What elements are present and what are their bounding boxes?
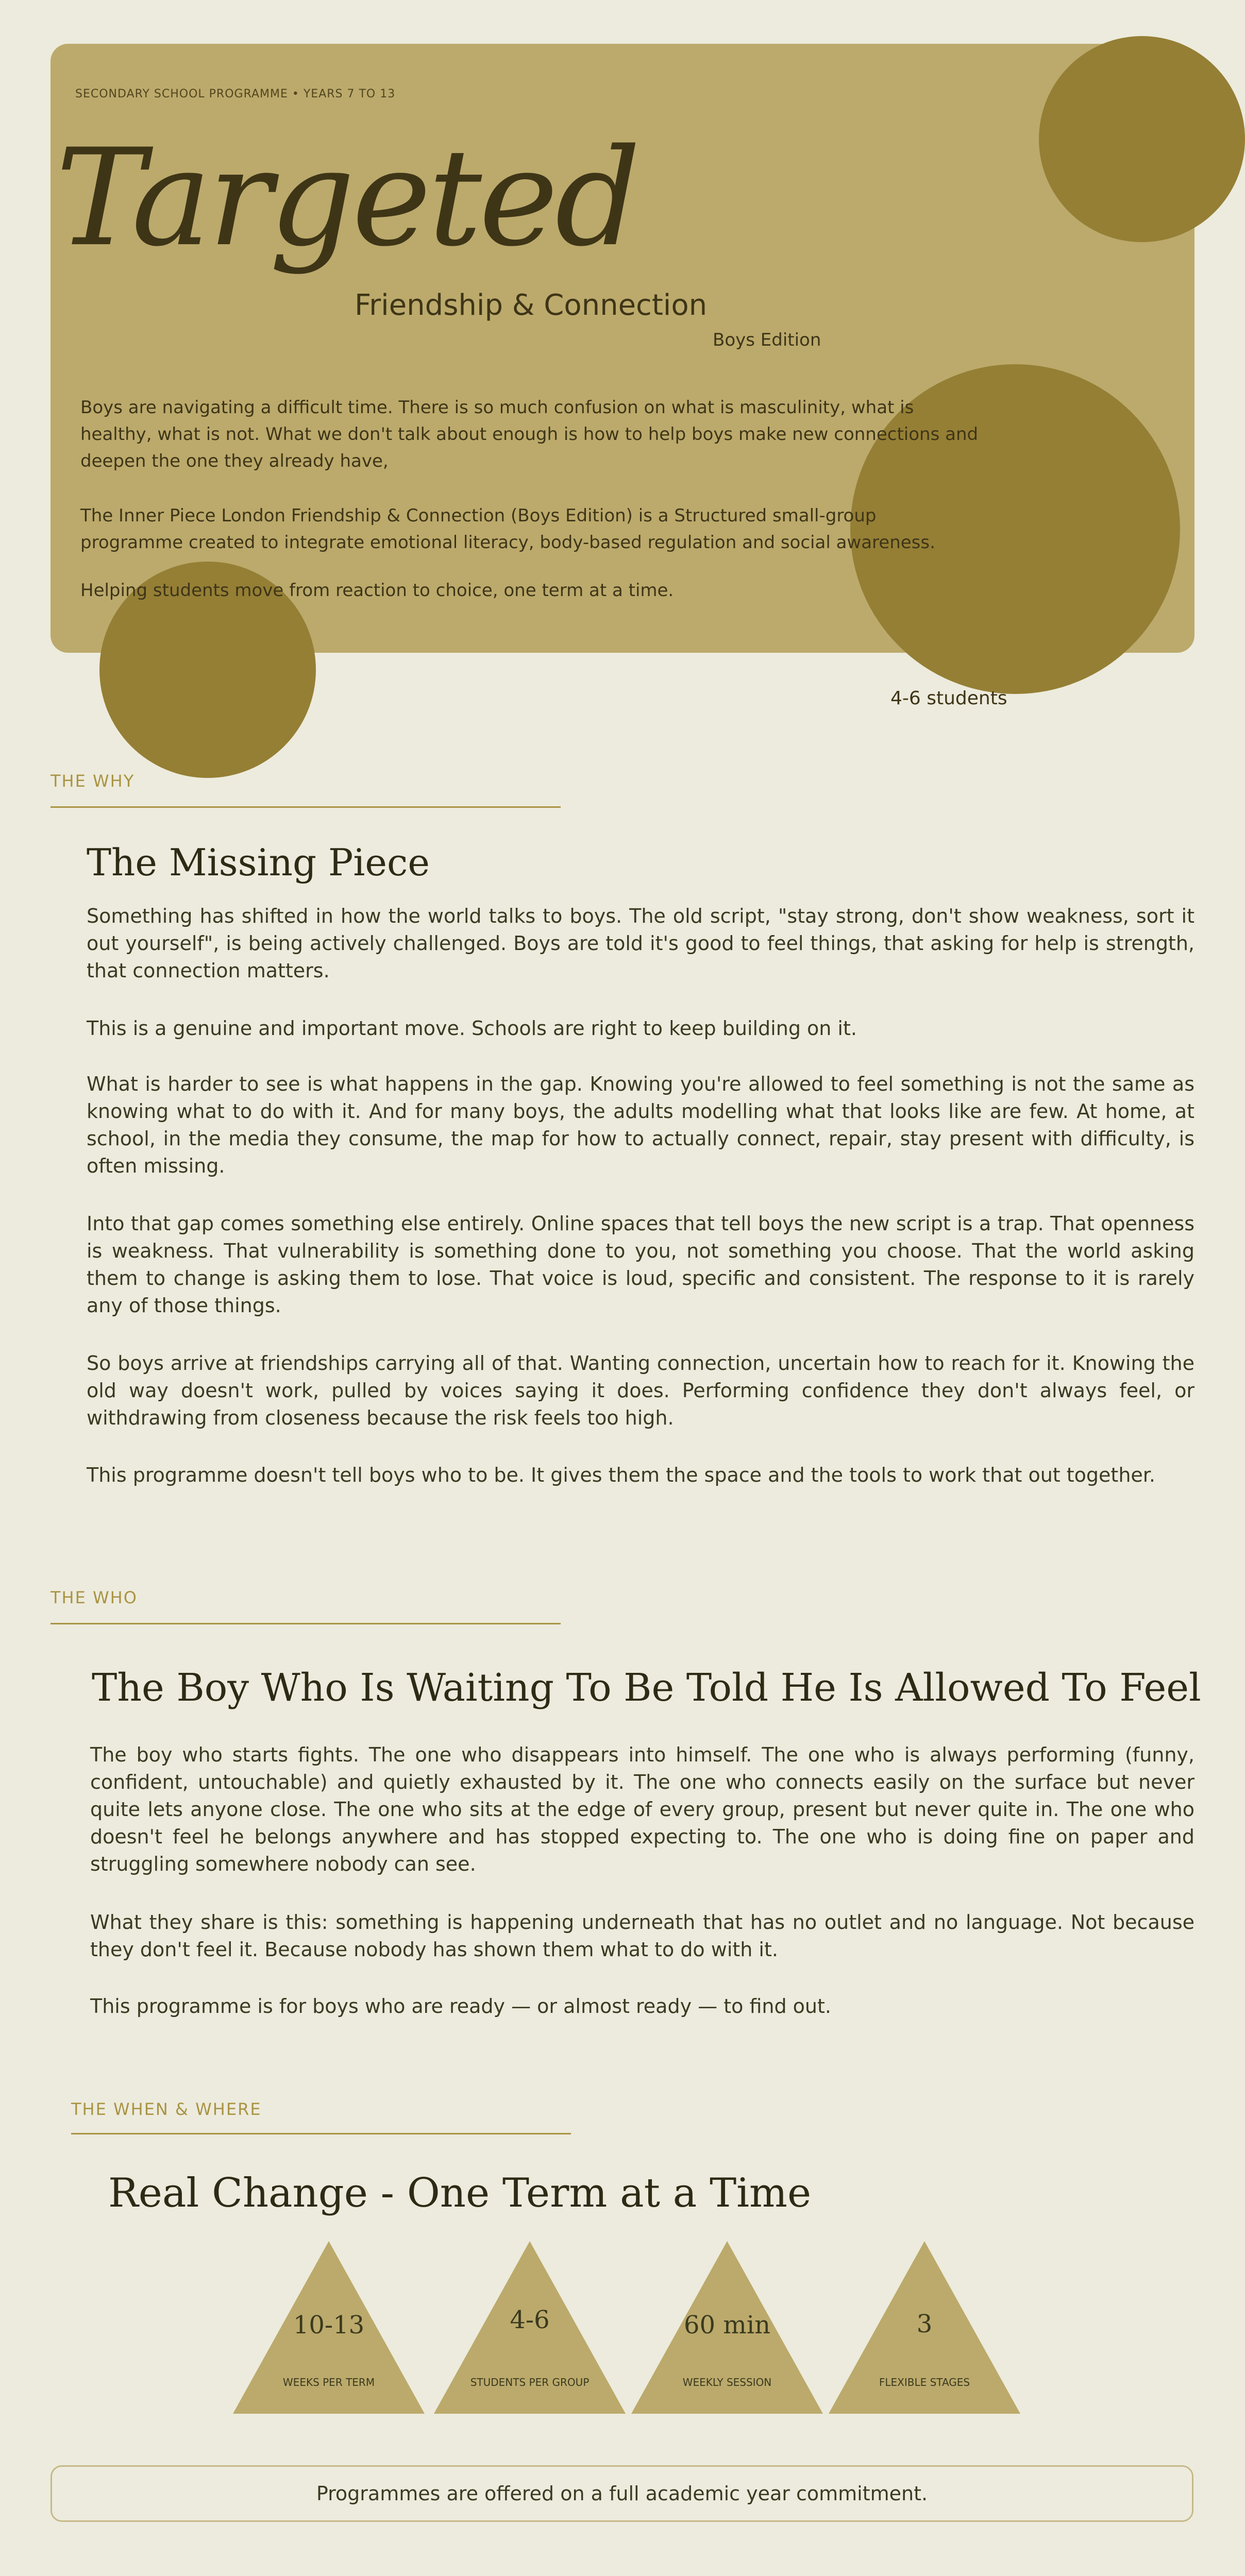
section-label-when: THE WHEN & WHERE (71, 2099, 262, 2119)
stat-label: WEEKLY SESSION (682, 2376, 772, 2388)
hero-subtitle: Friendship & Connection (355, 289, 708, 322)
stat-label: STUDENTS PER GROUP (470, 2376, 590, 2388)
section-divider (71, 2133, 571, 2134)
why-paragraph: Into that gap comes something else entirely. Online spaces that tell boys the new script is a trap. That openness is weakness. That vulnerability is something done to you, not something you choose. That the world asking them to change is asking them to lose. That voice is loud, specific and consistent. The response to it is rarely any of those things. (87, 1212, 1194, 1317)
section-label-why: THE WHY (51, 771, 135, 791)
why-paragraph: So boys arrive at friendships carrying all of that. Wanting connection, uncertain how to reach for it. Knowing the old way doesn't work, pulled by voices saying it does. Performing confidence they don't always feel, or withdrawing from closeness because the risk feels too high. (87, 1352, 1194, 1429)
stat-value: 4-6 (510, 2306, 550, 2334)
stat-value: 3 (916, 2310, 933, 2338)
group-size: 4-6 students (890, 688, 1007, 709)
stat-value: 10-13 (293, 2311, 365, 2340)
hero-paragraph: Boys are navigating a difficult time. There is so much confusion on what is masculinity, what is healthy, what is not. What we don't talk about enough is how to help boys make new connections and deepen the one they already have, (80, 397, 979, 471)
decorative-circle (1039, 36, 1245, 242)
section-label-who: THE WHO (51, 1588, 138, 1607)
stat-label: WEEKS PER TERM (282, 2376, 375, 2388)
why-paragraph: This programme doesn't tell boys who to be. It gives them the space and the tools to work that out together. (87, 1464, 1156, 1486)
why-paragraph: Something has shifted in how the world talks to boys. The old script, "stay strong, don't show weakness, sort it out yourself", is being actively challenged. Boys are told it's good to feel things, that asking for help is strength, that connection matters. (87, 905, 1194, 982)
section-title-who: The Boy Who Is Waiting To Be Told He Is Allowed To Feel (92, 1666, 1201, 1710)
why-paragraph: This is a genuine and important move. Schools are right to keep building on it. (87, 1017, 857, 1040)
stat-value: 60 min (683, 2311, 771, 2340)
section-title-when: Real Change - One Term at a Time (108, 2170, 812, 2216)
hero-paragraph: Helping students move from reaction to choice, one term at a time. (80, 580, 674, 601)
hero-paragraph: The Inner Piece London Friendship & Connection (Boys Edition) is a Structured small-group programme created to integrate emotional literacy, body-based regulation and social awareness. (80, 505, 935, 553)
hero-script-title: Targeted (56, 121, 638, 276)
who-paragraph: What they share is this: something is happening underneath that has no outlet and no language. Not because they don't feel it. Because nobody has shown them what to do with it. (90, 1911, 1194, 1961)
section-title-why: The Missing Piece (87, 841, 430, 884)
hero-kicker: SECONDARY SCHOOL PROGRAMME • YEARS 7 TO 13 (75, 88, 396, 100)
hero-edition: Boys Edition (713, 330, 821, 350)
commitment-note: Programmes are offered on a full academic year commitment. (51, 2465, 1193, 2522)
who-paragraph: The boy who starts fights. The one who disappears into himself. The one who is always performing (funny, confident, untouchable) and quietly exhausted by it. The one who connects easily on the surface but never quite lets anyone close. The one who sits at the edge of every group, present but never quite in. The one who doesn't feel he belongs anywhere and has stopped expecting to. The one who is doing fine on paper and struggling somewhere nobody can see. (90, 1743, 1194, 1875)
section-divider (51, 1623, 561, 1624)
who-paragraph: This programme is for boys who are ready — or almost ready — to find out. (90, 1995, 831, 2018)
stat-label: FLEXIBLE STAGES (879, 2376, 970, 2388)
why-paragraph: What is harder to see is what happens in the gap. Knowing you're allowed to feel something is not the same as knowing what to do with it. And for many boys, the adults modelling what that looks like are few. At home, at school, in the media they consume, the map for how to actually connect, repair, stay present with difficulty, is often missing. (87, 1073, 1194, 1177)
hero-banner (51, 44, 1194, 709)
section-divider (51, 806, 561, 808)
